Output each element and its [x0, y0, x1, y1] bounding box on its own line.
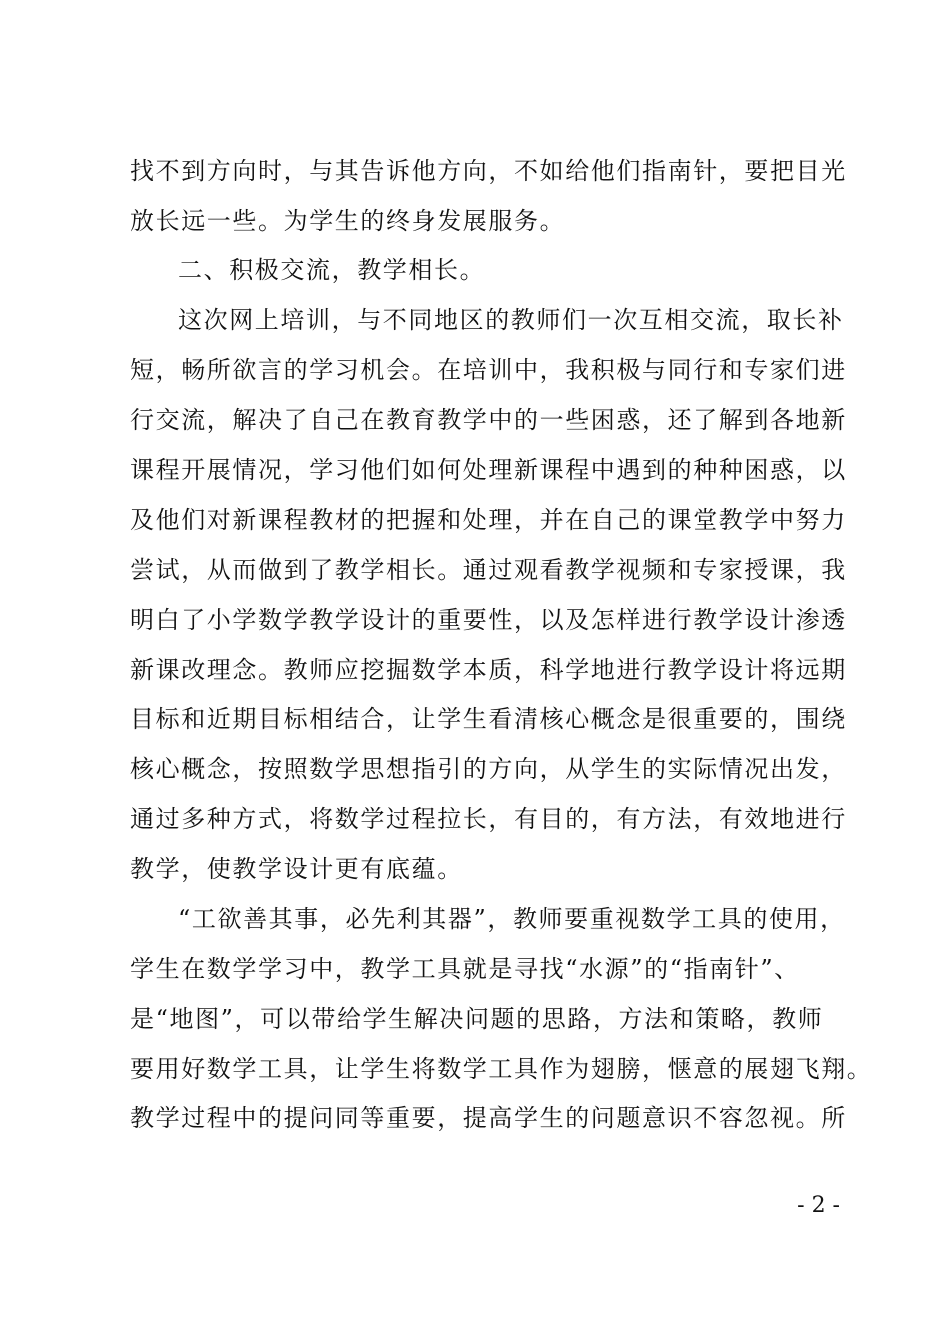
- body-text-line: 明白了小学数学教学设计的重要性，以及怎样进行教学设计渗透: [130, 606, 847, 634]
- body-text-line: 找不到方向时，与其告诉他方向，不如给他们指南针，要把目光: [130, 157, 847, 185]
- body-text-line: 尝试，从而做到了教学相长。通过观看教学视频和专家授课，我: [130, 556, 847, 584]
- body-text-line: 这次网上培训，与不同地区的教师们一次互相交流，取长补: [178, 306, 844, 334]
- body-text-line: 新课改理念。教师应挖掘数学本质，科学地进行教学设计将远期: [130, 656, 847, 684]
- body-text-line: 及他们对新课程教材的把握和处理，并在自己的课堂教学中努力: [130, 506, 847, 534]
- body-text-line: 是“地图”，可以带给学生解决问题的思路，方法和策略，教师: [130, 1005, 824, 1033]
- body-text-line: 课程开展情况，学习他们如何处理新课程中遇到的种种困惑，以: [130, 456, 847, 484]
- body-text-line: 目标和近期目标相结合，让学生看清核心概念是很重要的，围绕: [130, 705, 847, 733]
- body-text-line: “工欲善其事，必先利其器”，教师要重视数学工具的使用，: [178, 905, 846, 933]
- body-text-line: 教学过程中的提问同等重要，提高学生的问题意识不容忽视。所: [130, 1104, 847, 1132]
- section-heading: 二、积极交流，教学相长。: [178, 256, 486, 284]
- body-text-line: 学生在数学学习中，教学工具就是寻找“水源”的“指南针”、: [130, 955, 800, 983]
- page-number: - 2 -: [797, 1193, 840, 1218]
- body-text-line: 放长远一些。为学生的终身发展服务。: [130, 207, 566, 235]
- body-text-line: 核心概念，按照数学思想指引的方向，从学生的实际情况出发，: [130, 755, 847, 783]
- body-text-line: 教学，使教学设计更有底蕴。: [130, 855, 463, 883]
- body-text-line: 要用好数学工具，让学生将数学工具作为翅膀，惬意的展翅飞翔。: [130, 1055, 873, 1083]
- body-text-line: 通过多种方式，将数学过程拉长，有目的，有方法，有效地进行: [130, 805, 847, 833]
- body-text-line: 短，畅所欲言的学习机会。在培训中，我积极与同行和专家们进: [130, 356, 847, 384]
- body-text-line: 行交流，解决了自己在教育教学中的一些困惑，还了解到各地新: [130, 406, 847, 434]
